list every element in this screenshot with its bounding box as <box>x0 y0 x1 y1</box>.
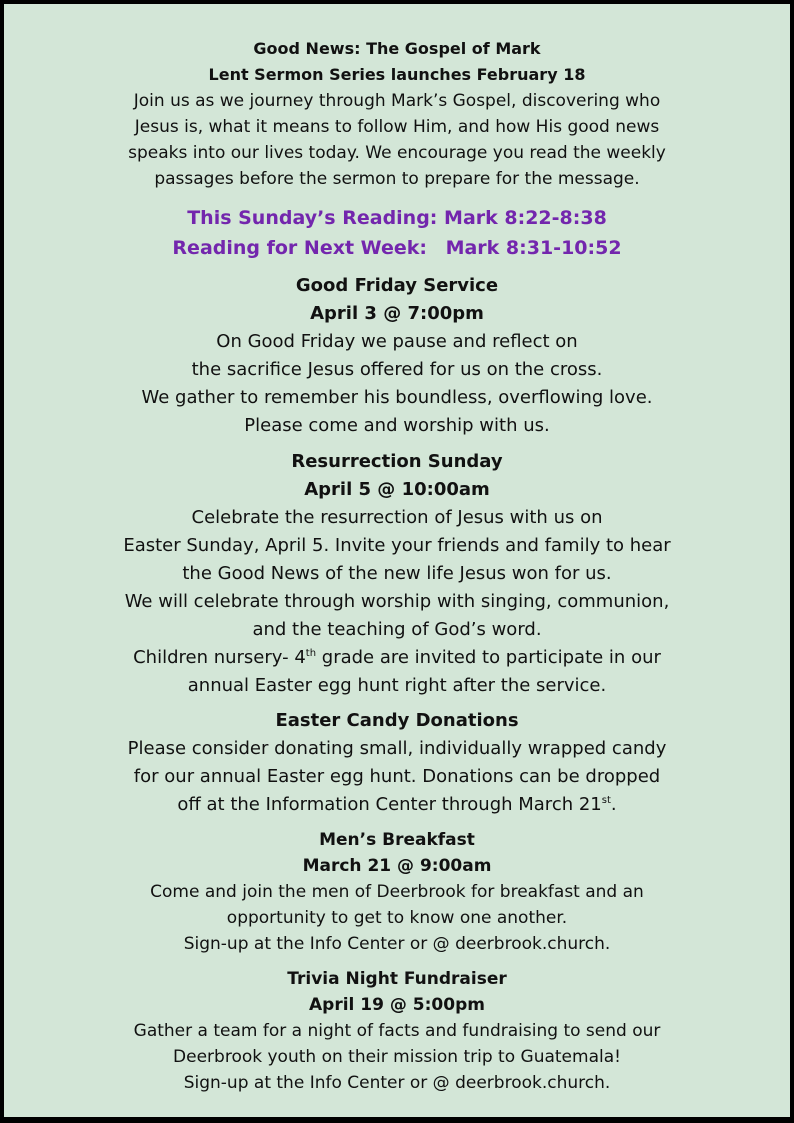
gospel-title: Good News: The Gospel of Mark <box>253 39 541 58</box>
resurrection-when: April 5 @ 10:00am <box>304 479 490 500</box>
good-friday-title: Good Friday Service <box>295 275 499 296</box>
this-week-ref: Mark 8:22-8:38 <box>444 207 607 229</box>
next-week-reading <box>4 233 790 263</box>
gospel-subtitle: Lent Sermon Series launches February 18 <box>208 65 586 84</box>
candy-last-line <box>4 791 790 819</box>
candy-section <box>4 707 790 819</box>
gospel-body-line: speaks into our lives today. We encourage you read the weekly <box>128 143 666 163</box>
mens-title: Men’s Breakfast <box>319 830 475 850</box>
good-friday-section <box>4 272 790 440</box>
resurrection-last-line: annual Easter egg hunt right after the service. <box>187 675 607 696</box>
children-post: grade are invited to participate in our <box>316 647 661 668</box>
gospel-body-line: passages before the sermon to prepare for the message. <box>154 169 640 189</box>
resurrection-body-line: and the teaching of God’s word. <box>252 619 542 640</box>
candy-last-sup: st <box>601 795 611 806</box>
children-line <box>4 644 790 672</box>
good-friday-body-line: On Good Friday we pause and reflect on <box>216 331 578 352</box>
trivia-when: April 19 @ 5:00pm <box>309 995 485 1015</box>
mens-breakfast-section <box>4 827 790 957</box>
resurrection-section <box>4 448 790 700</box>
bulletin-page <box>4 4 790 1117</box>
this-week-label: This Sunday’s Reading: <box>187 207 438 229</box>
gospel-body-line: Join us as we journey through Mark’s Gospel, discovering who <box>133 91 661 111</box>
resurrection-body-line: Celebrate the resurrection of Jesus with us on <box>191 507 603 528</box>
candy-body-line: for our annual Easter egg hunt. Donations can be dropped <box>133 766 661 787</box>
gospel-section <box>4 36 790 192</box>
resurrection-body-line: We will celebrate through worship with singing, communion, <box>124 591 670 612</box>
reading-section <box>4 203 790 263</box>
mens-body-line: Come and join the men of Deerbrook for breakfast and an <box>150 882 644 902</box>
gospel-body-line: Jesus is, what it means to follow Him, and how His good news <box>134 117 660 137</box>
candy-body-line: Please consider donating small, individually wrapped candy <box>127 738 667 759</box>
good-friday-body-line: We gather to remember his boundless, overflowing love. <box>141 387 653 408</box>
candy-last-pre: off at the Information Center through March 21 <box>177 794 602 815</box>
candy-title: Easter Candy Donations <box>275 710 519 731</box>
children-sup: th <box>305 648 317 659</box>
mens-when: March 21 @ 9:00am <box>302 856 492 876</box>
good-friday-body-line: Please come and worship with us. <box>244 415 550 436</box>
mens-body-line: opportunity to get to know one another. <box>226 908 568 928</box>
trivia-section <box>4 966 790 1096</box>
this-week-reading <box>4 203 790 233</box>
candy-last-post: . <box>610 794 617 815</box>
resurrection-title: Resurrection Sunday <box>291 451 503 472</box>
next-week-label: Reading for Next Week: <box>172 237 427 259</box>
good-friday-body-line: the sacrifice Jesus offered for us on the cross. <box>191 359 603 380</box>
good-friday-when: April 3 @ 7:00pm <box>310 303 484 324</box>
next-week-ref: Mark 8:31-10:52 <box>445 237 622 259</box>
trivia-body-line: Sign-up at the Info Center or @ deerbrook.church. <box>183 1073 611 1093</box>
trivia-title: Trivia Night Fundraiser <box>287 969 507 989</box>
resurrection-body-line: Easter Sunday, April 5. Invite your friends and family to hear <box>123 535 671 556</box>
trivia-body-line: Deerbrook youth on their mission trip to Guatemala! <box>173 1047 621 1067</box>
mens-body-line: Sign-up at the Info Center or @ deerbrook.church. <box>183 934 611 954</box>
resurrection-body-line: the Good News of the new life Jesus won for us. <box>182 563 612 584</box>
trivia-body-line: Gather a team for a night of facts and fundraising to send our <box>133 1021 661 1041</box>
children-pre: Children nursery- 4 <box>133 647 306 668</box>
